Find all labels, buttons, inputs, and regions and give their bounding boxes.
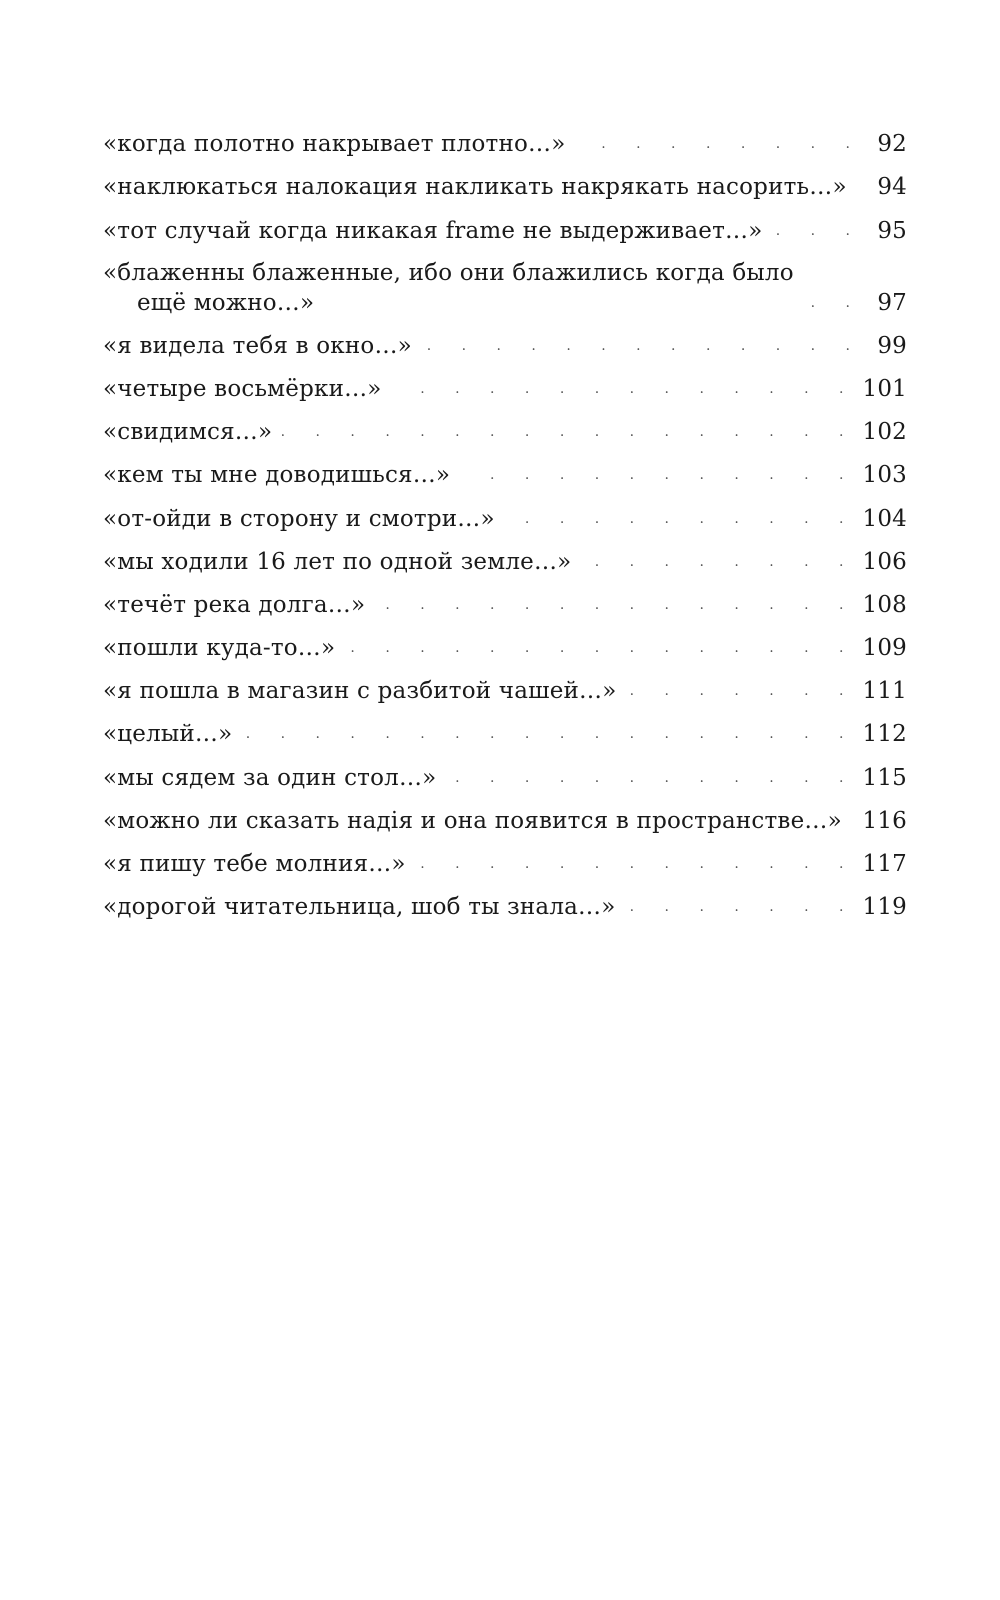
toc-entry-title-line: «блаженны блаженные, ибо они блажились когда было bbox=[103, 259, 794, 286]
toc-entry-title-line: «дорогой читательница, шоб ты знала…» bbox=[103, 894, 616, 921]
toc-entry bbox=[103, 159, 907, 202]
toc-entry-title bbox=[103, 504, 495, 534]
toc-entry-title-line: «кем ты мне доводишься…» bbox=[103, 462, 451, 489]
dot-leader bbox=[242, 719, 856, 749]
toc-page-number: 116 bbox=[862, 807, 907, 834]
dot-leader bbox=[804, 288, 863, 318]
toc-page-number: 97 bbox=[877, 289, 907, 316]
toc-page-number: 108 bbox=[862, 591, 907, 618]
toc-page-number: 94 bbox=[877, 174, 907, 201]
toc-page-number: 109 bbox=[862, 635, 907, 662]
toc-entry-title-line: «можно ли сказать надія и она появится в пространстве…» bbox=[103, 807, 842, 834]
toc-entry bbox=[103, 663, 907, 706]
toc-entry-title-line: «мы ходили 16 лет по одной земле…» bbox=[103, 548, 572, 575]
toc-entry-title-line: «наклюкаться налокация накликать накрякать насорить…» bbox=[103, 174, 847, 201]
toc-page-number: 101 bbox=[862, 375, 907, 402]
toc-entry-title bbox=[103, 763, 436, 793]
toc-entry-title bbox=[103, 172, 847, 202]
dot-leader bbox=[416, 849, 857, 879]
toc-entry bbox=[103, 749, 907, 792]
dot-leader bbox=[626, 892, 857, 922]
toc-entry-title bbox=[103, 331, 412, 361]
dot-leader bbox=[375, 590, 856, 620]
dot-leader bbox=[581, 547, 856, 577]
toc-entry bbox=[103, 879, 907, 922]
toc-page-number: 112 bbox=[862, 721, 907, 748]
toc-entry-title bbox=[103, 676, 617, 706]
toc-entry-title-line: «от-ойди в сторону и смотри…» bbox=[103, 505, 495, 532]
dot-leader bbox=[345, 633, 856, 663]
toc-entry bbox=[103, 246, 907, 318]
toc-page-number: 119 bbox=[862, 894, 907, 921]
toc-page-number: 117 bbox=[862, 851, 907, 877]
dot-leader bbox=[446, 763, 856, 793]
toc-entry-title-line: «я пишу тебе молния…» bbox=[103, 851, 406, 877]
toc-entry bbox=[103, 620, 907, 663]
toc-entry-title bbox=[103, 216, 763, 246]
toc-page-number: 111 bbox=[862, 678, 907, 705]
toc-entry-title bbox=[103, 417, 272, 447]
toc-entry-title-line: «пошли куда-то…» bbox=[103, 635, 336, 662]
dot-leader bbox=[460, 460, 856, 490]
toc-entry-title bbox=[103, 590, 365, 620]
toc-entry bbox=[103, 793, 907, 836]
toc-entry bbox=[103, 490, 907, 533]
dot-leader bbox=[857, 172, 863, 202]
toc-page-number: 92 bbox=[877, 131, 907, 158]
toc-entry bbox=[103, 706, 907, 749]
toc-entry-title-line: «я пошла в магазин с разбитой чашей…» bbox=[103, 678, 617, 705]
toc-page-number: 115 bbox=[862, 764, 907, 791]
toc-entry-title bbox=[103, 374, 382, 404]
toc-entry-title-line: «течёт река долга…» bbox=[103, 591, 366, 618]
toc-entry bbox=[103, 318, 907, 361]
toc-entry bbox=[103, 404, 907, 447]
toc-entry-title bbox=[103, 849, 406, 879]
table-of-contents bbox=[103, 116, 907, 922]
toc-page-number: 106 bbox=[862, 548, 907, 575]
toc-page-number: 99 bbox=[877, 332, 907, 359]
dot-leader bbox=[282, 417, 856, 447]
toc-entry-title bbox=[103, 129, 566, 159]
dot-leader bbox=[852, 806, 857, 836]
dot-leader bbox=[773, 216, 864, 246]
toc-entry bbox=[103, 577, 907, 620]
toc-entry-title-line: «я видела тебя в окно…» bbox=[103, 332, 412, 359]
toc-entry-title bbox=[103, 892, 616, 922]
dot-leader bbox=[392, 374, 857, 404]
toc-entry bbox=[103, 447, 907, 490]
toc-entry-title-line: «целый…» bbox=[103, 721, 233, 748]
dot-leader bbox=[576, 129, 864, 159]
toc-entry-title bbox=[103, 460, 450, 490]
toc-page-number: 95 bbox=[877, 217, 907, 244]
toc-entry bbox=[103, 202, 907, 245]
toc-entry bbox=[103, 116, 907, 159]
dot-leader bbox=[627, 676, 857, 706]
toc-entry-title bbox=[103, 806, 842, 836]
toc-entry-title-line: «когда полотно накрывает плотно…» bbox=[103, 131, 566, 158]
toc-entry bbox=[103, 836, 907, 879]
toc-entry bbox=[103, 534, 907, 577]
toc-entry-title-line: «мы сядем за один стол…» bbox=[103, 764, 437, 791]
toc-entry-title-line: «четыре восьмёрки…» bbox=[103, 375, 382, 402]
toc-page-number: 103 bbox=[862, 462, 907, 489]
toc-entry-title-line: «тот случай когда никакая frame не выдерживает…» bbox=[103, 217, 763, 244]
toc-entry-title bbox=[103, 633, 335, 663]
dot-leader bbox=[505, 504, 857, 534]
toc-page-number: 102 bbox=[862, 419, 907, 446]
toc-entry-title bbox=[103, 258, 794, 318]
toc-page-number: 104 bbox=[862, 505, 907, 532]
dot-leader bbox=[422, 331, 863, 361]
toc-entry-title-line: ещё можно…» bbox=[137, 289, 315, 316]
toc-entry-title bbox=[103, 547, 571, 577]
toc-entry bbox=[103, 361, 907, 404]
toc-entry-title bbox=[103, 719, 232, 749]
toc-entry-title-line: «свидимся…» bbox=[103, 419, 273, 446]
